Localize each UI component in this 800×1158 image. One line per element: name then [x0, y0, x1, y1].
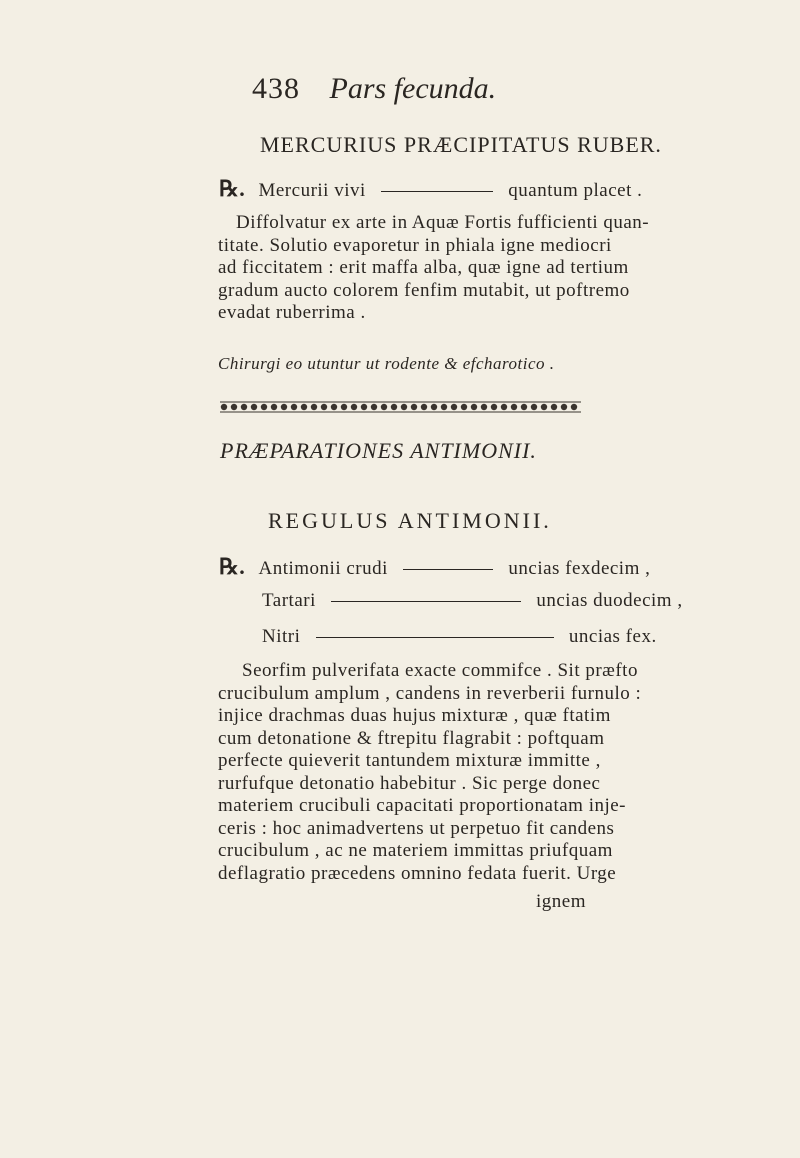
page-header	[252, 72, 496, 106]
section-heading: PRÆPARATIONES ANTIMONII.	[220, 438, 537, 463]
ingredient-line	[262, 626, 657, 648]
ingredient-amount: uncias duodecim ,	[536, 590, 683, 611]
text-line: rurfufque detonatio habebitur . Sic perge donec	[218, 772, 601, 794]
text-line: ad ficcitatem : erit maffa alba, quæ igne ad tertium	[218, 257, 629, 278]
recipe-symbol: ℞.	[219, 176, 246, 201]
ingredient-amount: uncias fexdecim ,	[508, 558, 651, 579]
text-line: Seorfim pulverifata exacte commifce . Sit præfto	[242, 660, 638, 681]
leader-dash	[381, 191, 493, 192]
ingredient-line	[219, 554, 650, 580]
ingredient-name: Nitri	[262, 626, 301, 647]
catchword: ignem	[536, 891, 586, 912]
ingredient-name: Tartari	[262, 590, 316, 611]
recipe-heading-regulus: REGULUS ANTIMONII.	[268, 508, 552, 533]
recipe-symbol: ℞.	[219, 554, 246, 579]
ingredient-line	[262, 590, 683, 612]
text-line: perfecte quieverit tantundem mixturæ immitte ,	[218, 750, 601, 771]
text-line: Diffolvatur ex arte in Aquæ Fortis fufficienti quan-	[236, 212, 650, 233]
recipe-instructions	[218, 660, 642, 885]
usage-note: Chirurgi eo utuntur ut rodente & efcharotico .	[218, 354, 555, 373]
text-line: cum detonatione & ftrepitu flagrabit : poftquam	[218, 727, 605, 749]
text-line: evadat ruberrima .	[218, 302, 366, 323]
text-line: crucibulum , ac ne materiem immittas priufquam	[218, 840, 613, 861]
ingredient-line	[219, 176, 642, 202]
text-line: gradum aucto colorem fenfim mutabit, ut poftremo	[218, 279, 630, 301]
recipe-instructions	[218, 212, 650, 325]
page-number: 438	[252, 72, 300, 105]
leader-dash	[331, 601, 521, 602]
text-line: materiem crucibuli capacitati proportionatam inje-	[218, 795, 627, 816]
text-line: deflagratio præcedens omnino fedata fuerit. Urge	[218, 862, 617, 884]
ingredient-amount: uncias fex.	[568, 626, 657, 647]
ornament-divider	[218, 400, 583, 414]
text-line: titate. Solutio evaporetur in phiala igne mediocri	[218, 234, 612, 256]
leader-dash	[316, 637, 554, 638]
ingredient-name: Antimonii crudi	[258, 558, 388, 579]
text-line: crucibulum amplum , candens in reverberii furnulo :	[218, 682, 642, 704]
ingredient-amount: quantum placet .	[508, 180, 643, 201]
recipe-heading-mercurius: MERCURIUS PRÆCIPITATUS RUBER.	[260, 132, 662, 157]
text-line: ceris : hoc animadvertens ut perpetuo fit candens	[218, 817, 615, 839]
leader-dash	[403, 569, 493, 570]
ingredient-name: Mercurii vivi	[258, 180, 366, 201]
running-title: Pars fecunda.	[329, 72, 497, 105]
text-line: injice drachmas duas hujus mixturæ , quæ ftatim	[218, 705, 611, 726]
